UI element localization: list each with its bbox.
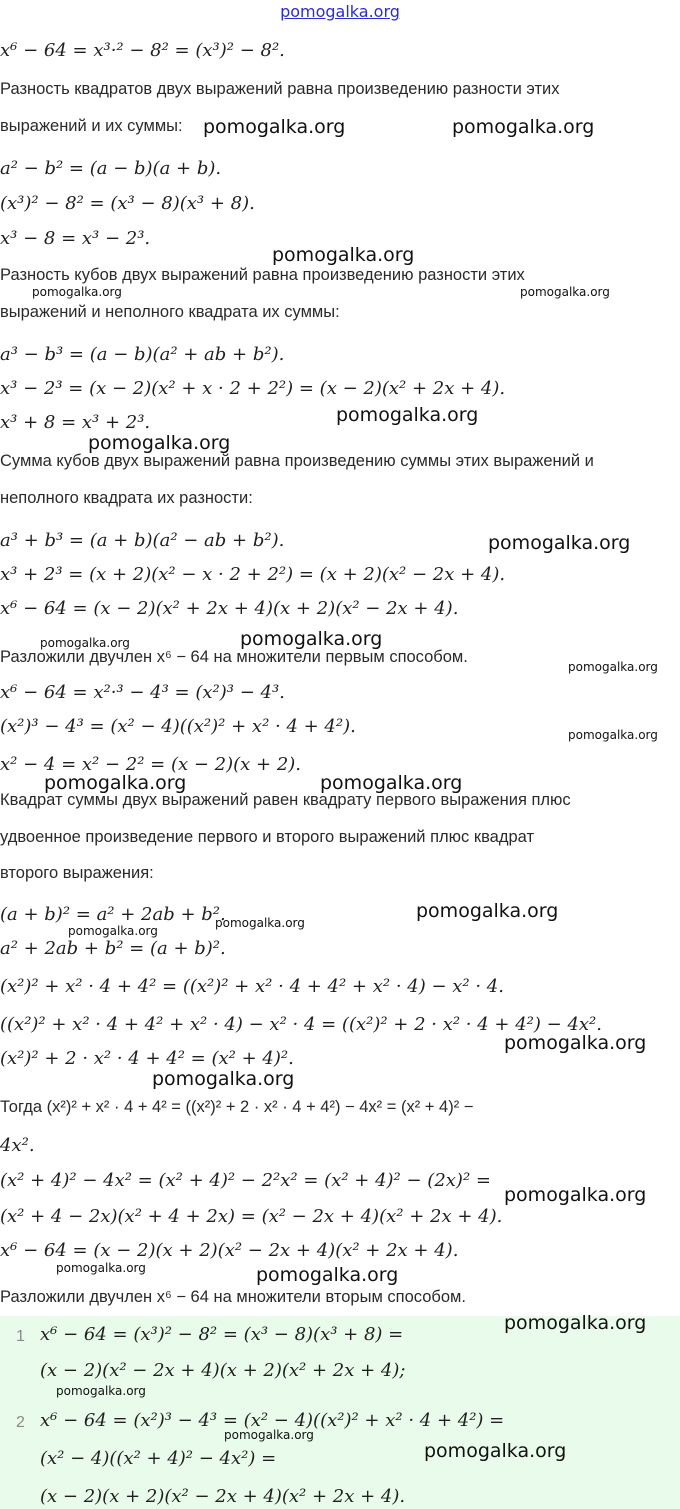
math-line: x⁶ − 64 = (x − 2)(x + 2)(x² − 2x + 4)(x² + 2x + 4).: [0, 1240, 459, 1261]
watermark: pomogalka.org: [32, 285, 122, 299]
answer-line: x⁶ − 64 = (x³)² − 8² = (x³ − 8)(x³ + 8) =: [40, 1324, 404, 1345]
site-link[interactable]: pomogalka.org: [280, 2, 400, 21]
text-line: Сумма кубов двух выражений равна произведению суммы этих выражений и: [0, 452, 594, 470]
watermark: pomogalka.org: [488, 532, 631, 554]
answer-line: (x − 2)(x + 2)(x² − 2x + 4)(x² + 2x + 4).: [40, 1486, 406, 1507]
watermark: pomogalka.org: [56, 1384, 146, 1398]
watermark: pomogalka.org: [520, 285, 610, 299]
watermark: pomogalka.org: [256, 1264, 399, 1286]
watermark: pomogalka.org: [416, 900, 559, 922]
answer-number: 2: [16, 1414, 25, 1431]
text-line: Разложили двучлен x⁶ − 64 на множители первым способом.: [0, 648, 468, 666]
math-line: ((x²)² + x² · 4 + 4² + x² · 4) − x² · 4 = ((x²)² + 2 · x² · 4 + 4²) − 4x².: [0, 1014, 602, 1035]
text-line: Разность кубов двух выражений равна произведению разности этих: [0, 266, 525, 284]
math-line: x³ + 8 = x³ + 2³.: [0, 412, 151, 433]
math-line: 4x².: [0, 1135, 35, 1156]
answer-number: 1: [16, 1328, 25, 1345]
watermark: pomogalka.org: [40, 636, 130, 650]
watermark: pomogalka.org: [272, 244, 415, 266]
math-line: a² − b² = (a − b)(a + b).: [0, 158, 222, 179]
math-line: x⁶ − 64 = (x − 2)(x² + 2x + 4)(x + 2)(x² − 2x + 4).: [0, 598, 459, 619]
text-line: Разность квадратов двух выражений равна произведению разности этих: [0, 80, 560, 98]
math-line: (a + b)² = a² + 2ab + b².: [0, 904, 226, 925]
math-line: (x² + 4)² − 4x² = (x² + 4)² − 2²x² = (x² + 4)² − (2x)² =: [0, 1170, 491, 1191]
watermark: pomogalka.org: [215, 916, 305, 930]
math-line: x² − 4 = x² − 2² = (x − 2)(x + 2).: [0, 754, 302, 775]
watermark: pomogalka.org: [568, 660, 658, 674]
math-line: (x²)² + x² · 4 + 4² = ((x²)² + x² · 4 + 4² + x² · 4) − x² · 4.: [0, 976, 504, 997]
math-line: x³ − 2³ = (x − 2)(x² + x · 2 + 2²) = (x − 2)(x² + 2x + 4).: [0, 378, 506, 399]
text-line: Разложили двучлен x⁶ − 64 на множители вторым способом.: [0, 1288, 466, 1306]
math-line: (x³)² − 8² = (x³ − 8)(x³ + 8).: [0, 193, 255, 214]
watermark: pomogalka.org: [336, 404, 479, 426]
math-line: x⁶ − 64 = x²·³ − 4³ = (x²)³ − 4³.: [0, 682, 285, 703]
watermark: pomogalka.org: [68, 924, 158, 938]
watermark: pomogalka.org: [240, 628, 383, 650]
watermark: pomogalka.org: [320, 772, 463, 794]
watermark: pomogalka.org: [44, 772, 187, 794]
answer-block: [0, 1316, 680, 1509]
watermark: pomogalka.org: [152, 1068, 295, 1090]
math-line: (x²)³ − 4³ = (x² − 4)((x²)² + x² · 4 + 4²).: [0, 716, 356, 737]
math-line: a³ − b³ = (a − b)(a² + ab + b²).: [0, 344, 285, 365]
text-line: выражений и неполного квадрата их суммы:: [0, 303, 340, 321]
text-line: Тогда (x²)² + x² · 4 + 4² = ((x²)² + 2 · x² · 4 + 4²) − 4x² = (x² + 4)² −: [0, 1098, 474, 1116]
watermark: pomogalka.org: [504, 1312, 647, 1334]
watermark: pomogalka.org: [504, 1032, 647, 1054]
answer-line: (x² − 4)((x² + 4)² − 4x²) =: [40, 1448, 277, 1469]
text-line: неполного квадрата их разности:: [0, 489, 253, 507]
math-line: (x² + 4 − 2x)(x² + 4 + 2x) = (x² − 2x + 4)(x² + 2x + 4).: [0, 1206, 503, 1227]
watermark: pomogalka.org: [568, 728, 658, 742]
math-line: x⁶ − 64 = x³·² − 8² = (x³)² − 8².: [0, 40, 285, 61]
watermark: pomogalka.org: [504, 1184, 647, 1206]
math-line: a² + 2ab + b² = (a + b)².: [0, 938, 226, 959]
math-line: x³ + 2³ = (x + 2)(x² − x · 2 + 2²) = (x + 2)(x² − 2x + 4).: [0, 564, 506, 585]
watermark: pomogalka.org: [424, 1440, 567, 1462]
math-line: a³ + b³ = (a + b)(a² − ab + b²).: [0, 530, 285, 551]
text-line: Квадрат суммы двух выражений равен квадрату первого выражения плюс: [0, 791, 571, 809]
text-line: удвоенное произведение первого и второго выражений плюс квадрат: [0, 828, 535, 846]
text-line: второго выражения:: [0, 864, 154, 882]
math-line: (x²)² + 2 · x² · 4 + 4² = (x² + 4)².: [0, 1048, 294, 1069]
watermark: pomogalka.org: [203, 116, 346, 138]
text-line: выражений и их суммы:: [0, 117, 183, 135]
math-line: x³ − 8 = x³ − 2³.: [0, 228, 151, 249]
answer-line: x⁶ − 64 = (x²)³ − 4³ = (x² − 4)((x²)² + x² · 4 + 4²) =: [40, 1410, 505, 1431]
watermark: pomogalka.org: [452, 116, 595, 138]
watermark: pomogalka.org: [224, 1428, 314, 1442]
watermark: pomogalka.org: [56, 1261, 146, 1275]
answer-line: (x − 2)(x² − 2x + 4)(x + 2)(x² + 2x + 4);: [40, 1360, 406, 1381]
watermark: pomogalka.org: [88, 432, 231, 454]
